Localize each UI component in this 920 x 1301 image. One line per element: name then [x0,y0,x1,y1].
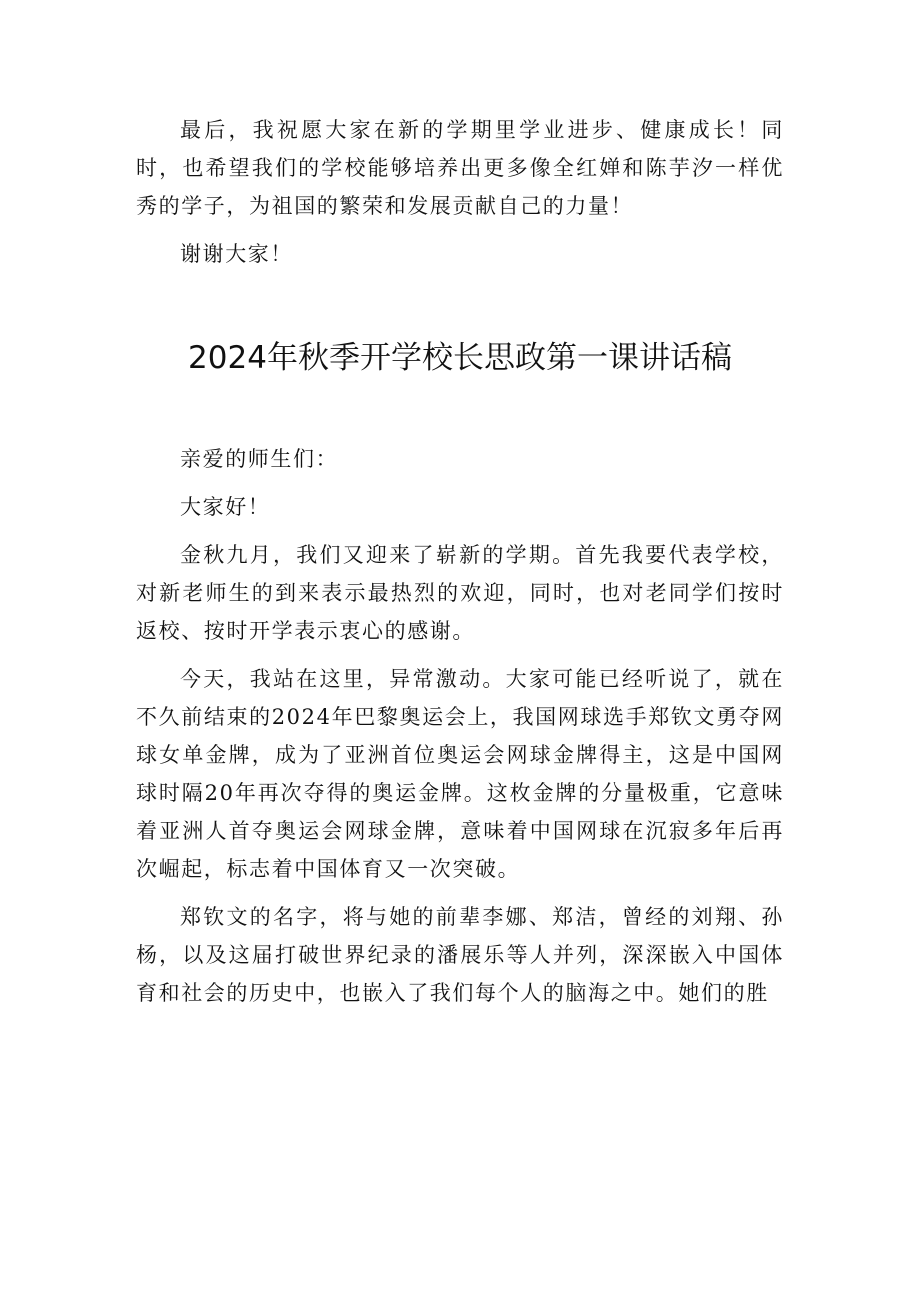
body-paragraph: 金秋九月，我们又迎来了崭新的学期。首先我要代表学校，对新老师生的到来表示最热烈的欢迎，同时，也对老同学们按时返校、按时开学表示衷心的感谢。 [136,543,784,643]
document-body [136,111,784,1012]
body-paragraph: 郑钦文的名字，将与她的前辈李娜、郑洁，曾经的刘翔、孙杨，以及这届打破世界纪录的潘展乐等人并列，深深嵌入中国体育和社会的历史中，也嵌入了我们每个人的脑海之中。她们的胜 [136,905,784,1005]
document-title: 2024年秋季开学校长思政第一课讲话稿 [188,340,732,376]
salutation: 亲爱的师生们： [180,447,339,471]
closing-paragraph: 最后，我祝愿大家在新的学期里学业进步、健康成长！同时，也希望我们的学校能够培养出更多像全红婵和陈芋汐一样优秀的学子，为祖国的繁荣和发展贡献自己的力量！ [136,118,784,218]
thanks-line: 谢谢大家！ [180,242,293,266]
greeting: 大家好！ [180,495,271,519]
body-paragraph: 今天，我站在这里，异常激动。大家可能已经听说了，就在不久前结束的2024年巴黎奥运会上，我国网球选手郑钦文勇夺网球女单金牌，成为了亚洲首位奥运会网球金牌得主，这是中国网球时隔20年再次夺得的奥运金牌。这枚金牌的分量极重，它意味着亚洲人首夺奥运会网球金牌，意味着中国网球在沉寂多年后再次崛起，标志着中国体育又一次突破。 [136,667,784,881]
